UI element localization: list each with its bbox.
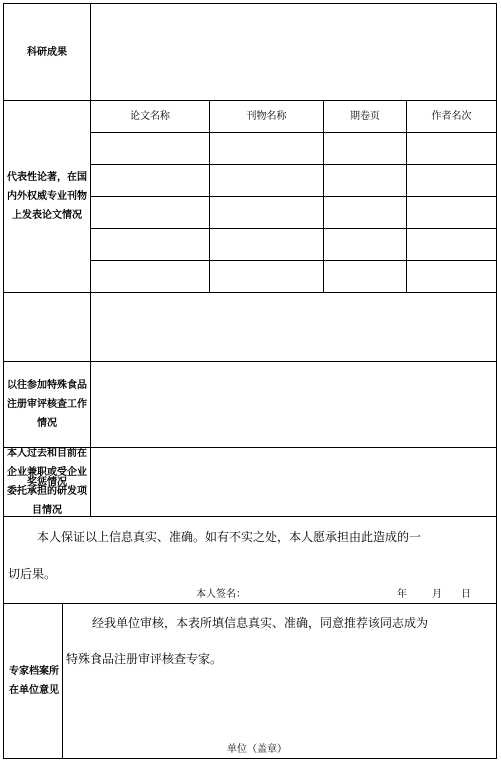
part-time-input-area[interactable] (91, 362, 496, 447)
paper-table-cell[interactable] (91, 133, 209, 164)
signature-field[interactable] (246, 587, 386, 602)
paper-table-cell[interactable] (210, 165, 323, 196)
paper-table-cell[interactable] (324, 165, 406, 196)
declaration-line-1: 本人保证以上信息真实、准确。如有不实之处，本人愿承担由此造成的一 (37, 530, 422, 544)
row-divider (3, 603, 497, 604)
paper-table-cell[interactable] (210, 133, 323, 164)
research-input-area[interactable] (91, 4, 496, 100)
row-label-unit-opinion: 专家档案所在单位意见 (9, 666, 59, 696)
row-label-awards-visible: 奖惩情况 (27, 476, 67, 488)
paper-table-cell[interactable] (407, 229, 496, 260)
label-column-divider (62, 603, 63, 759)
table-border-left (3, 3, 4, 759)
paper-table-cell[interactable] (324, 133, 406, 164)
paper-table-cell[interactable] (324, 261, 406, 292)
row-label-papers: 代表性论著，在国内外权威专业刊物上发表论文情况 (7, 172, 87, 221)
unit-opinion-line-1: 经我单位审核，本表所填信息真实、准确，同意推荐该同志成为 (92, 616, 429, 630)
paper-table-cell[interactable] (91, 165, 209, 196)
row-label-part-time: 本人过去和目前在企业兼职或受企业委托承担的研发项目情况 (7, 448, 87, 516)
paper-header-volume-page: 期卷页 (350, 110, 380, 122)
paper-table-cell[interactable] (210, 261, 323, 292)
table-border-right (496, 3, 497, 759)
paper-table-cell[interactable] (210, 197, 323, 228)
row-label-review-experience: 以往参加特殊食品注册审评核查工作情况 (7, 380, 87, 429)
paper-table-cell[interactable] (324, 229, 406, 260)
paper-table-cell[interactable] (407, 197, 496, 228)
date-year-label: 年 (397, 589, 407, 600)
paper-table-cell[interactable] (407, 165, 496, 196)
date-month-label: 月 (432, 589, 442, 600)
awards-input-area[interactable] (91, 448, 496, 516)
paper-header-author-rank: 作者名次 (431, 110, 472, 122)
unit-stamp-label: 单位（盖章） (227, 744, 287, 755)
paper-table-cell[interactable] (324, 197, 406, 228)
paper-table-cell[interactable] (407, 133, 496, 164)
review-experience-input-area[interactable] (91, 293, 496, 361)
paper-table-cell[interactable] (407, 261, 496, 292)
paper-table-cell[interactable] (91, 229, 209, 260)
signature-label: 本人签名： (196, 589, 246, 600)
date-day-label: 日 (461, 589, 471, 600)
declaration-line-2: 切后果。 (8, 567, 57, 581)
paper-header-journal: 刊物名称 (246, 110, 287, 122)
row-label-research: 科研成果 (27, 46, 67, 58)
paper-table-cell[interactable] (91, 197, 209, 228)
unit-opinion-line-2: 特殊食品注册审评核查专家。 (66, 652, 223, 666)
paper-header-title: 论文名称 (130, 110, 170, 122)
paper-table-cell[interactable] (210, 229, 323, 260)
paper-table-cell[interactable] (91, 261, 209, 292)
